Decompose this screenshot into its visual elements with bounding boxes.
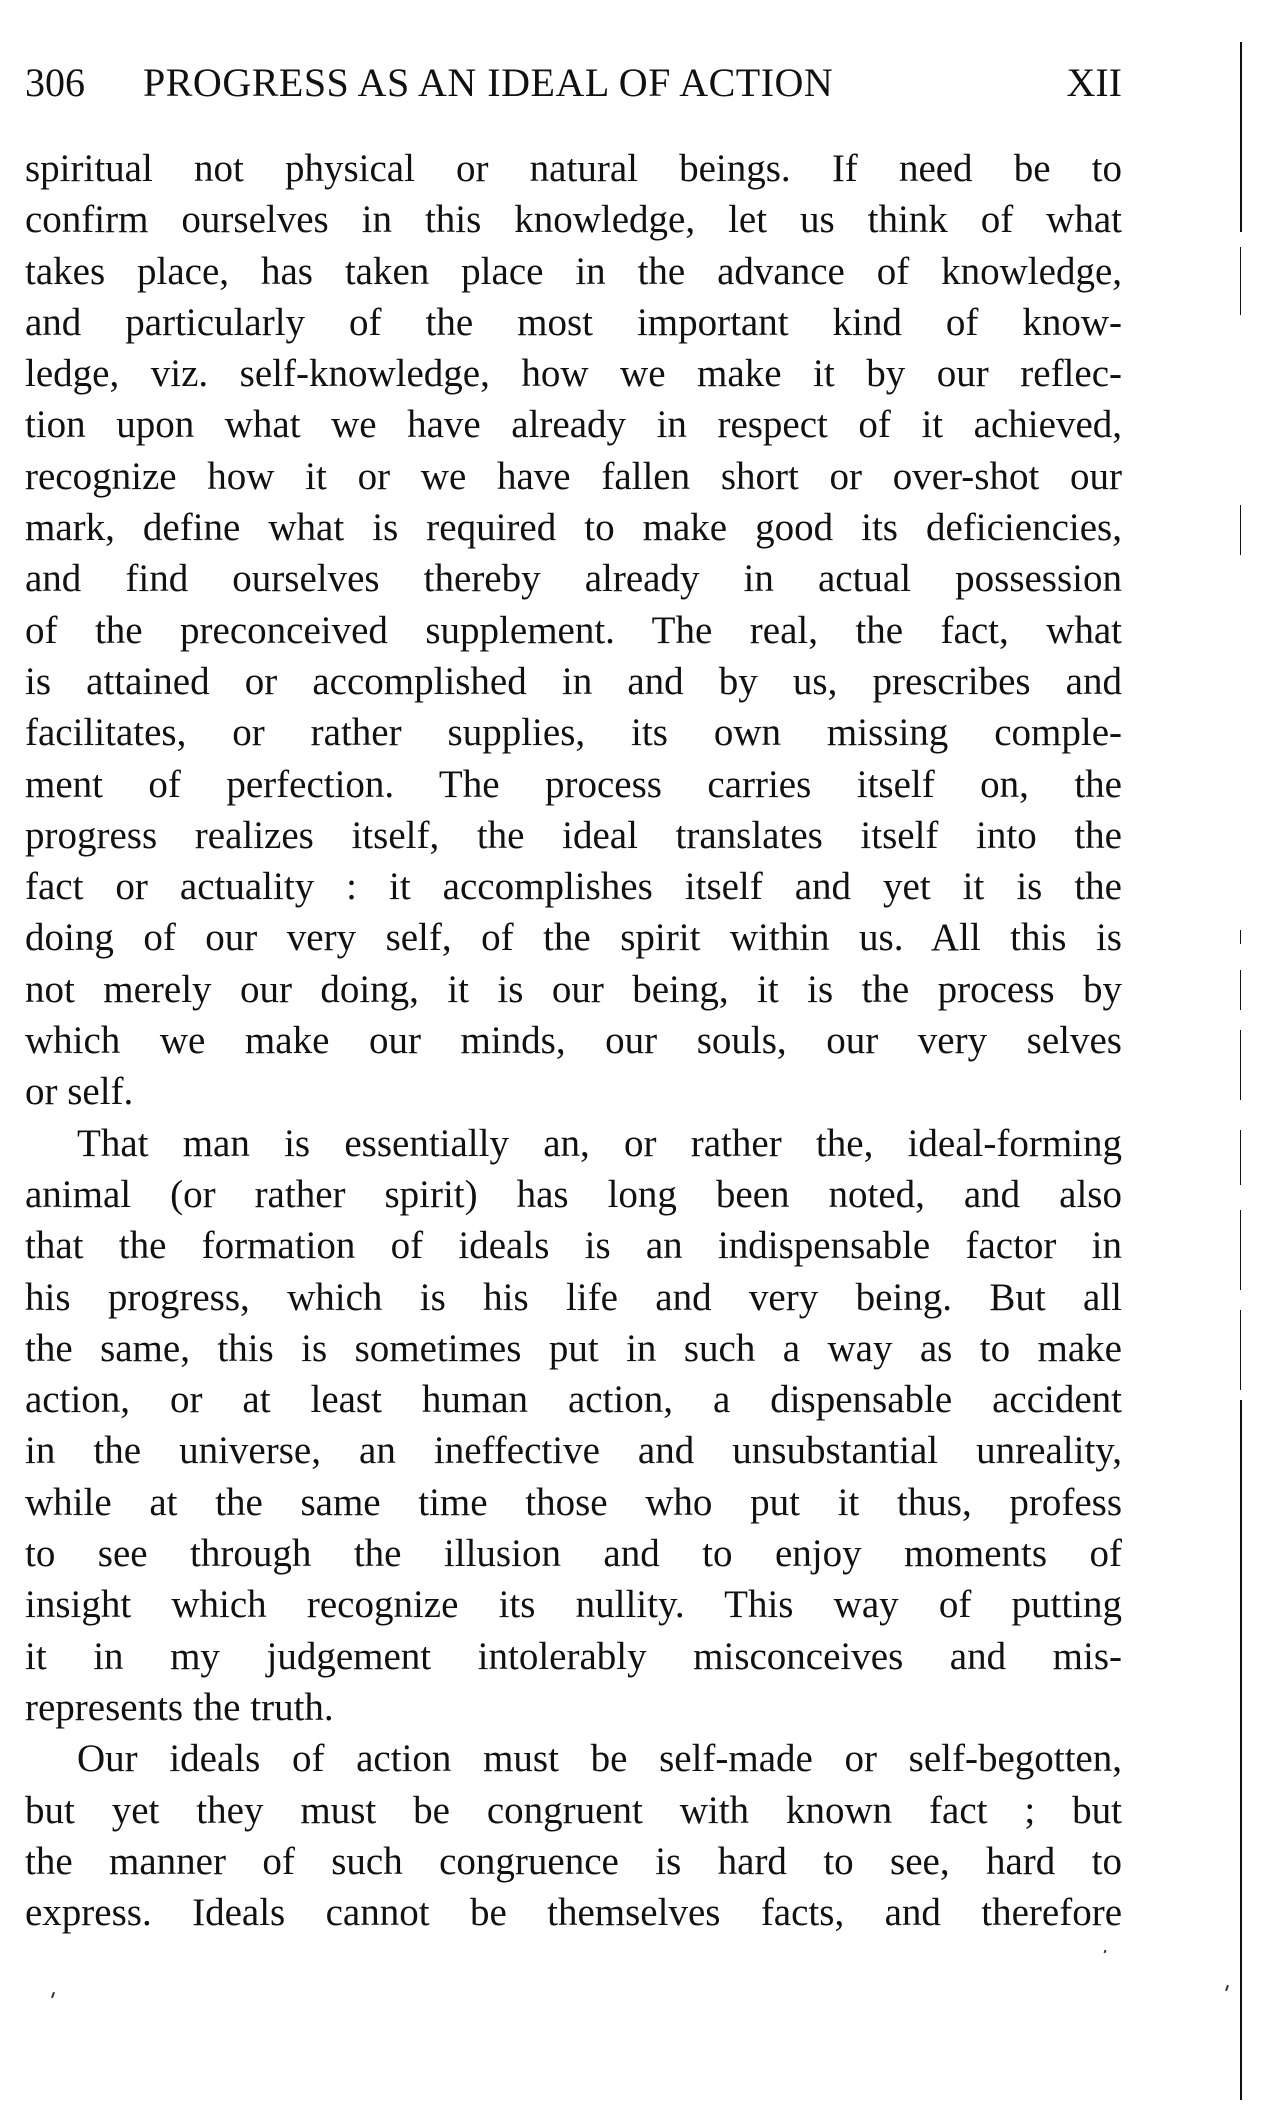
scan-edge-line	[1240, 1130, 1241, 1185]
paragraph	[25, 143, 1122, 1118]
text-line: spiritual not physical or natural beings. If need be to	[25, 147, 1122, 190]
running-header	[25, 58, 1122, 108]
text-line: action, or at least human action, a dispensable accident	[25, 1378, 1122, 1422]
scan-speck	[51, 1992, 55, 1998]
scan-speck	[1104, 1950, 1107, 1954]
scan-speck	[1225, 1985, 1229, 1991]
text-line: the same, this is sometimes put in such a way as to make	[25, 1326, 1122, 1370]
text-line: takes place, has taken place in the advance of knowledge,	[25, 249, 1122, 293]
scan-edge-line	[1240, 970, 1241, 1010]
scan-edge-line	[1240, 1400, 1242, 2100]
text-line: ledge, viz. self-knowledge, how we make it by our reflec-	[25, 352, 1122, 396]
text-line: facilitates, or rather supplies, its own missing comple-	[25, 711, 1122, 755]
text-line: fact or actuality : it accomplishes itself and yet it is the	[25, 865, 1122, 909]
scan-edge-line	[1240, 1210, 1241, 1290]
text-line: and particularly of the most important kind of know-	[25, 300, 1122, 344]
scan-edge-line	[1240, 42, 1242, 232]
text-line: express. Ideals cannot be themselves facts, and therefore	[25, 1891, 1122, 1935]
scan-edge-line	[1240, 1030, 1241, 1100]
text-line: doing of our very self, of the spirit within us. All this is	[25, 916, 1122, 960]
running-title: PROGRESS AS AN IDEAL OF ACTION	[143, 60, 834, 105]
text-line: represents the truth.	[25, 1685, 334, 1729]
text-line: but yet they must be congruent with known fact ; but	[25, 1788, 1122, 1832]
text-line: which we make our minds, our souls, our very selves	[25, 1019, 1122, 1063]
text-line: that the formation of ideals is an indispensable factor in	[25, 1224, 1122, 1268]
text-line: and find ourselves thereby already in actual possession	[25, 557, 1122, 601]
chapter-number: XII	[1066, 60, 1122, 105]
text-line: his progress, which is his life and very being. But all	[25, 1275, 1122, 1319]
paragraph	[25, 1733, 1122, 1938]
body-text	[25, 143, 1122, 1938]
page-number: 306	[25, 60, 85, 105]
text-line: in the universe, an ineffective and unsubstantial unreality,	[25, 1429, 1122, 1473]
text-line: the manner of such congruence is hard to see, hard to	[25, 1839, 1122, 1883]
scan-edge-line	[1240, 930, 1241, 944]
text-line: is attained or accomplished in and by us, prescribes and	[25, 659, 1122, 703]
text-line: insight which recognize its nullity. This way of putting	[25, 1583, 1122, 1627]
text-line: while at the same time those who put it thus, profess	[25, 1480, 1122, 1524]
text-line: tion upon what we have already in respect of it achieved,	[25, 403, 1122, 447]
text-line: it in my judgement intolerably misconceives and mis-	[25, 1634, 1122, 1678]
text-line: ment of perfection. The process carries itself on, the	[25, 762, 1122, 806]
text-line: confirm ourselves in this knowledge, let us think of what	[25, 198, 1122, 242]
text-line: not merely our doing, it is our being, it is the process by	[25, 967, 1122, 1011]
text-line: of the preconceived supplement. The real, the fact, what	[25, 608, 1122, 652]
text-line: Our ideals of action must be self-made or self-begotten,	[77, 1737, 1122, 1781]
scan-edge-line	[1240, 505, 1241, 555]
text-line: to see through the illusion and to enjoy moments of	[25, 1532, 1122, 1576]
paragraph	[25, 1118, 1122, 1734]
text-line: progress realizes itself, the ideal translates itself into the	[25, 813, 1122, 857]
text-line: mark, define what is required to make good its deficiencies,	[25, 506, 1122, 550]
scan-edge-line	[1240, 247, 1241, 315]
text-line: animal (or rather spirit) has long been noted, and also	[25, 1172, 1122, 1216]
text-line: or self.	[25, 1070, 134, 1114]
scan-edge-line	[1240, 1310, 1241, 1390]
text-line: recognize how it or we have fallen short or over-shot our	[25, 454, 1122, 498]
text-line: That man is essentially an, or rather the, ideal-forming	[77, 1121, 1122, 1165]
